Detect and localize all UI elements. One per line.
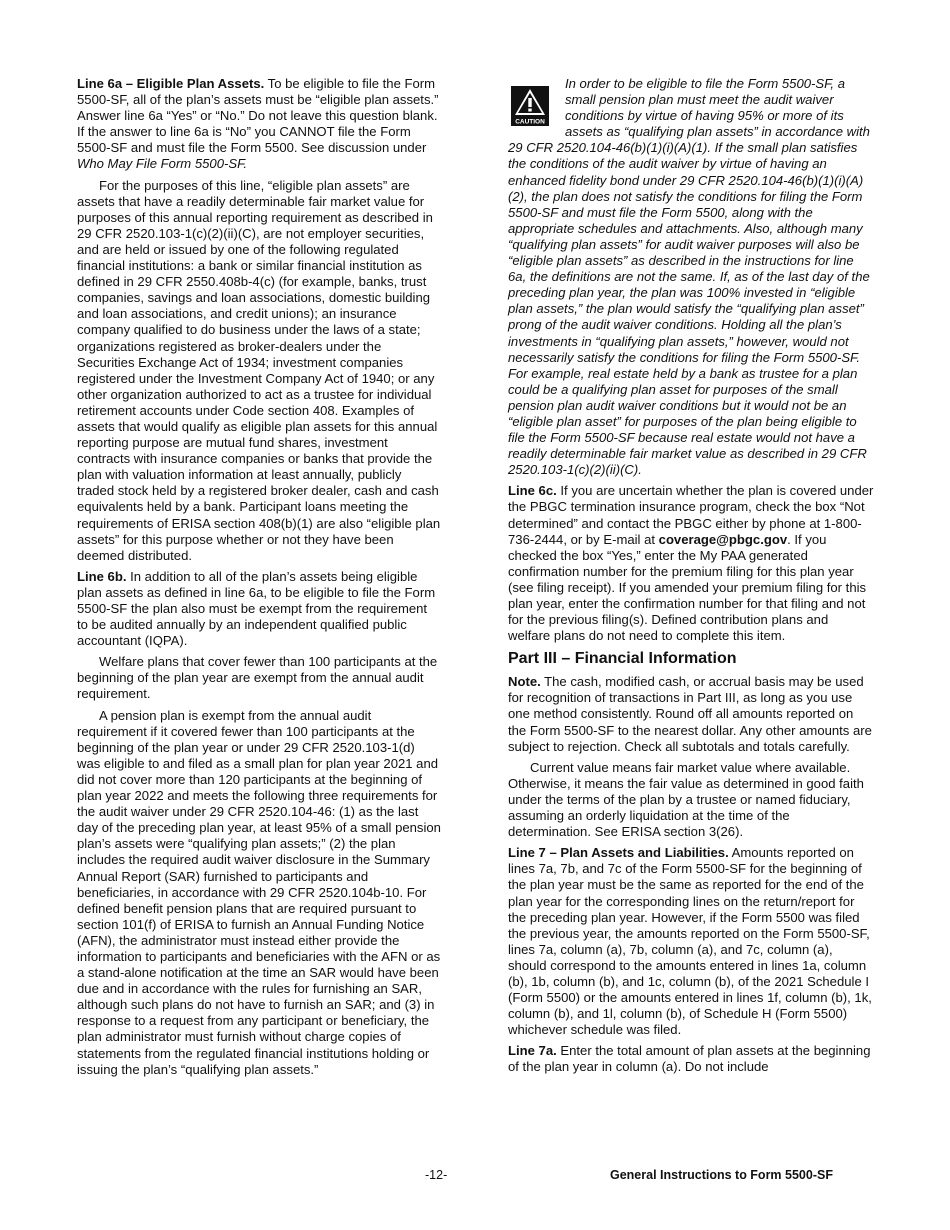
heading-line-6a: Line 6a – Eligible Plan Assets. bbox=[77, 76, 265, 91]
paragraph-line-6b bbox=[77, 569, 441, 649]
caution-box bbox=[508, 76, 874, 478]
text-line-6c-tail: . If you checked the box “Yes,” enter the My PAA generated confirmation number for the premium filing for this plan year (see filing receipt). If you amended your premium filing for this plan year, enter the confirmation number for that filing and not for the previous filing(s). Defined contribution plans and welfare plans do not need to complete this item. bbox=[508, 531, 867, 644]
footer-title: General Instructions to Form 5500-SF bbox=[610, 1168, 833, 1182]
left-column bbox=[77, 76, 441, 1083]
caution-text: In order to be eligible to file the Form 5500-SF, a small pension plan must meet the audit waiver conditions by virtue of having 95% or more of its assets as “qualifying plan assets” in accordance with 29 CFR 2520.104-46(b)(1)(i)(A)(1). If the small plan satisfies the conditions of the audit waiver by virtue of having an enhanced fidelity bond under 29 CFR 2520.104-46(b)(1)(i)(A)(2), the plan does not satisfy the conditions for filing the Form 5500-SF and must file the Form 5500, along with the appropriate schedules and attachments. Also, although many “qualifying plan assets” for audit waiver purposes will also be “eligible plan assets” as described in the instructions for line 6a, the definitions are not the same. If, as of the last day of the preceding plan year, the plan was 100% invested in “eligible plan assets,” the plan would satisfy the “qualifying plan asset” prong of the audit waiver conditions. Holding all the plan’s investments in “qualifying plan assets,” however, would not necessarily satisfy the conditions for filing the Form 5500-SF. For example, real estate held by a bank as trustee for a plan could be a qualifying plan asset for purposes of the small pension plan audit waiver conditions but it would not be an “eligible plan asset” for purposes of the plan being eligible to file the Form 5500-SF because real estate would not have a readily determinable fair market value as described in 29 CFR 2520.103-1(c)(2)(ii)(C). bbox=[508, 76, 870, 478]
heading-line-6b: Line 6b. bbox=[77, 568, 127, 584]
right-column bbox=[508, 76, 874, 1081]
heading-line-7: Line 7 – Plan Assets and Liabilities. bbox=[508, 845, 729, 861]
paragraph-line-6a bbox=[77, 76, 441, 173]
heading-line-7a: Line 7a. bbox=[508, 1043, 557, 1059]
italic-ref-who-may-file: Who May File Form 5500-SF. bbox=[77, 156, 248, 172]
heading-line-6c: Line 6c. bbox=[508, 483, 557, 499]
text-line-6c: If you are uncertain whether the plan is covered under the PBGC termination insurance program, check the box “Not determined” and contact the PBGC either by phone at 1-800-736-2444, or by E-mail at bbox=[508, 483, 874, 547]
section-title-part-iii: Part III – Financial Information bbox=[508, 650, 737, 668]
paragraph-line-7 bbox=[508, 845, 874, 1038]
paragraph-note bbox=[508, 674, 874, 754]
text-line-7: Amounts reported on lines 7a, 7b, and 7c of the Form 5500-SF for the beginning of the plan year must be the same as reported for the end of the plan year for the corresponding lines on the return/report for the preceding plan year. However, if the Form 5500 was filed the previous year, the amounts reported on the Form 5500-SF, lines 7a, column (a), 7b, column (a), and 7c, column (a), should correspond to the amounts entered in lines 1a, column (b), 1b, column (b), and 1c, column (b), of the 2021 Schedule I (Form 5500) or the amounts entered in lines 1f, column (b), 1k, column (b), and 1l, column (b), of Schedule H (Form 5500) whichever schedule was filed. bbox=[508, 845, 872, 1038]
paragraph-pension-plan-exemption: A pension plan is exempt from the annual audit requirement if it covered fewer than 100 participants at the beginning of the plan year or under 29 CFR 2520.103-1(d) was eligible to and filed as a small plan for plan year 2021 and did not cover more than 120 participants at the beginning of plan year 2022 and meets the following three requirements for the audit waiver under 29 CFR 2520.104-46: (1) as the last day of the preceding plan year, at least 95% of a small pension plan’s assets were “qualifying plan assets;” (2) the plan includes the required audit waiver disclosure in the Summary Annual Report (SAR) furnished to participants and beneficiaries, in accordance with 29 CFR 2520.104b-10. For defined benefit pension plans that are required pursuant to section 101(f) of ERISA to furnish an Annual Funding Notice (AFN), the administrator must instead either provide the information to participants and beneficiaries with the AFN or as a stand-alone notification at the time an SAR would have been due and in accordance with the rules for furnishing an SAR, although such plans do not have to furnish an SAR; and (3) in response to a request from any participant or beneficiary, the plan administrator must furnish without charge copies of statements from the regulated financial institutions holding or issuing the plan’s “qualifying plan assets.” bbox=[77, 707, 441, 1077]
text-line-6a: To be eligible to file the Form 5500-SF, all of the plan’s assets must be “eligible plan assets.” Answer line 6a “Yes” or “No.” Do not leave this question blank. If the answer to line 6a is “No” you CANNOT file the Form 5500-SF and must file the Form 5500. See discussion under bbox=[77, 76, 439, 156]
text-line-7a: Enter the total amount of plan assets at the beginning of the plan year in column (a). Do not include bbox=[508, 1043, 871, 1075]
page-number: -12- bbox=[425, 1168, 448, 1182]
paragraph-line-7a bbox=[508, 1043, 874, 1075]
text-note: The cash, modified cash, or accrual basis may be used for recognition of transactions in Part III, as long as you use one method consistently. Round off all amounts reported on the Form 5500-SF to the nearest dollar. Any other amounts are subject to rejection. Check all subtotals and totals carefully. bbox=[508, 674, 872, 754]
caution-icon bbox=[511, 86, 549, 126]
heading-note: Note. bbox=[508, 674, 541, 690]
paragraph-eligible-assets-definition: For the purposes of this line, “eligible plan assets” are assets that have a readily determinable fair market value for purposes of this annual reporting requirement as described in 29 CFR 2520.103-1(c)(2)(ii)(C), are not employer securities, and are held or issued by one of the following regulated financial institutions: a bank or similar financial institution as defined in 29 CFR 2550.408b-4(c) (for example, banks, trust companies, savings and loan associations, domestic building and loan associations, and credit unions); an insurance company qualified to do business under the laws of a state; organizations registered as broker-dealers under the Securities Exchange Act of 1934; investment companies registered under the Investment Company Act of 1940; or any other organization authorized to act as a trustee for individual retirement accounts under Code section 408. Examples of assets that would qualify as eligible plan assets for this annual reporting purpose are mutual fund shares, investment contracts with insurance companies or banks that provide the plan with valuation information at least annually, publicly traded stock held by a registered broker dealer, cash and cash equivalents held by a bank. Participant loans meeting the requirements of ERISA section 408(b)(1) are also “eligible plan assets” for this purpose whether or not they have been deemed distributed. bbox=[77, 177, 441, 563]
paragraph-line-6c bbox=[508, 483, 874, 644]
paragraph-welfare-plans: Welfare plans that cover fewer than 100 participants at the beginning of the plan year are exempt from the annual audit requirement. bbox=[77, 654, 438, 702]
text-line-6b: In addition to all of the plan’s assets being eligible plan assets as defined in line 6a, to be eligible to file the Form 5500-SF the plan also must be exempt from the requirement to be audited annually by an independent qualified public accountant (IQPA). bbox=[77, 568, 436, 649]
pbgc-email-link[interactable]: coverage@pbgc.gov bbox=[658, 531, 788, 547]
paragraph-current-value: Current value means fair market value where available. Otherwise, it means the fair value as determined in good faith under the terms of the plan by a trustee or named fiduciary, assuming an orderly liquidation at the time of the determination. See ERISA section 3(26). bbox=[508, 759, 864, 840]
caution-icon-label: CAUTION bbox=[515, 118, 545, 126]
